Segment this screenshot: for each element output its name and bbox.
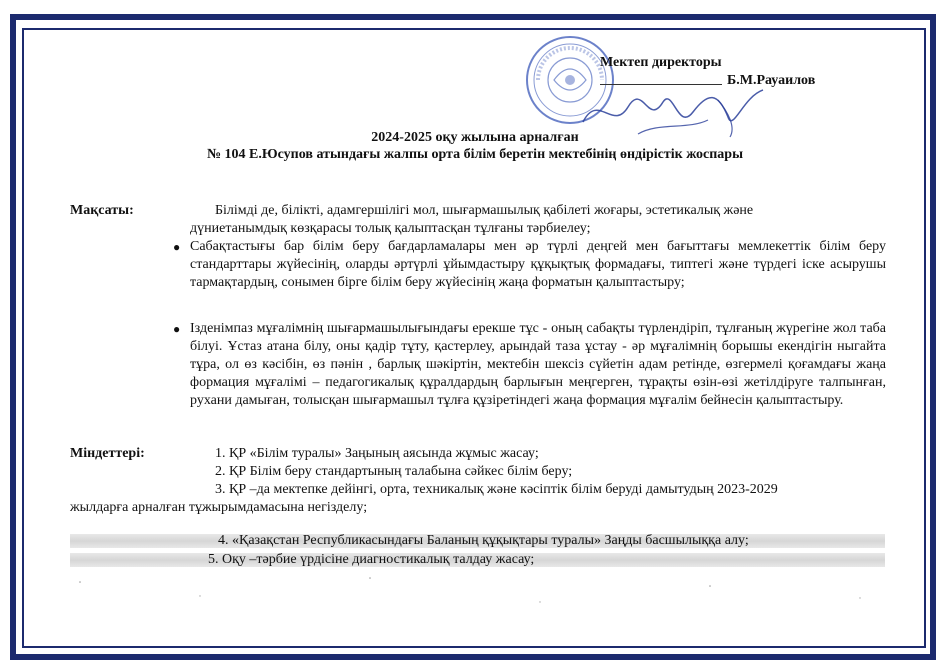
- goals-bullet-2: Ізденімпаз мұғалімнің шығармашылығындағы ерекше тұс - оның сабақты түрлендіріп, тұлғаның жүрегіне жол таба білуі. Ұстаз атана білу, оны қадір тұту, қастерлеу, арындай таза ұстау - әр мұғалімнің борышы екендігін ныгайта тұра, ол өз кәсібін, өз пәнін , барлық шәкіртін, мектебін шексіз сүйетін адам ретінде, өзгермелі қоғамдағы жаңа формация мұғалімі – педагогикалық құралдардың барлығын меңгерген, тұрақты өзін-өзі жетілдіруге талпынған, рухани дамыған, толысқан шығармашыл тұлға құзіретіндегі жаңа формация мұғалім бейнесін қалыптастыру.: [190, 321, 886, 408]
- goals-intro-line2: дүниетанымдық көзқарасы толық қалыптасқан тұлғаны тәрбиелеу;: [190, 221, 591, 236]
- bullet-icon: ●: [173, 240, 181, 254]
- plan-title-school: № 104 Е.Юсупов атындағы жалпы орта білім беретін мектебінің өндірістік жоспары: [206, 147, 744, 162]
- scan-noise: [60, 572, 900, 612]
- director-role: Мектеп директоры: [600, 55, 722, 70]
- director-name: Б.М.Рауаилов: [727, 73, 816, 88]
- task-item-continued: жылдарға арналған тұжырымдамасына негізделу;: [70, 500, 368, 515]
- task-item: 4. «Қазақстан Республикасындағы Баланың құқықтары туралы» Заңды басшылыққа алу;: [218, 533, 749, 548]
- task-item: 2. ҚР Білім беру стандартының талабына сәйкес білім беру;: [215, 464, 573, 479]
- task-item: 3. ҚР –да мектепке дейінгі, орта, техникалық және кәсіптік білім беруді дамытудың 2023-2029: [215, 482, 778, 497]
- tasks-label: Міндеттері:: [70, 446, 145, 461]
- goals-bullet-1: Сабақтастығы бар білім беру бағдарламалары мен әр түрлі деңгей мен бағыттағы мемлекеттік білім беру стандарттары жүйесінің, оларды әртүрлі ұйымдастыру құқықтық формадағы, типтегі және түрдегі іске асырушы тармақтардың, сонымен бірге білім беру жүйесінің жаңа форматын қалыптастыру;: [190, 239, 886, 290]
- goals-label: Мақсаты:: [70, 203, 134, 218]
- task-item: 5. Оқу –тәрбие үрдісіне диагностикалық талдау жасау;: [208, 552, 535, 567]
- goals-intro-line1: Білімді де, білікті, адамгершілігі мол, шығармашылық қабілеті жоғары, эстетикалық және: [215, 203, 754, 218]
- bullet-icon: ●: [173, 322, 181, 336]
- signature-line: [600, 84, 722, 85]
- plan-title-year: 2024-2025 оқу жылына арналған: [371, 130, 579, 145]
- task-item: 1. ҚР «Білім туралы» Заңының аясында жұмыс жасау;: [215, 446, 539, 461]
- approval-block: [600, 54, 816, 88]
